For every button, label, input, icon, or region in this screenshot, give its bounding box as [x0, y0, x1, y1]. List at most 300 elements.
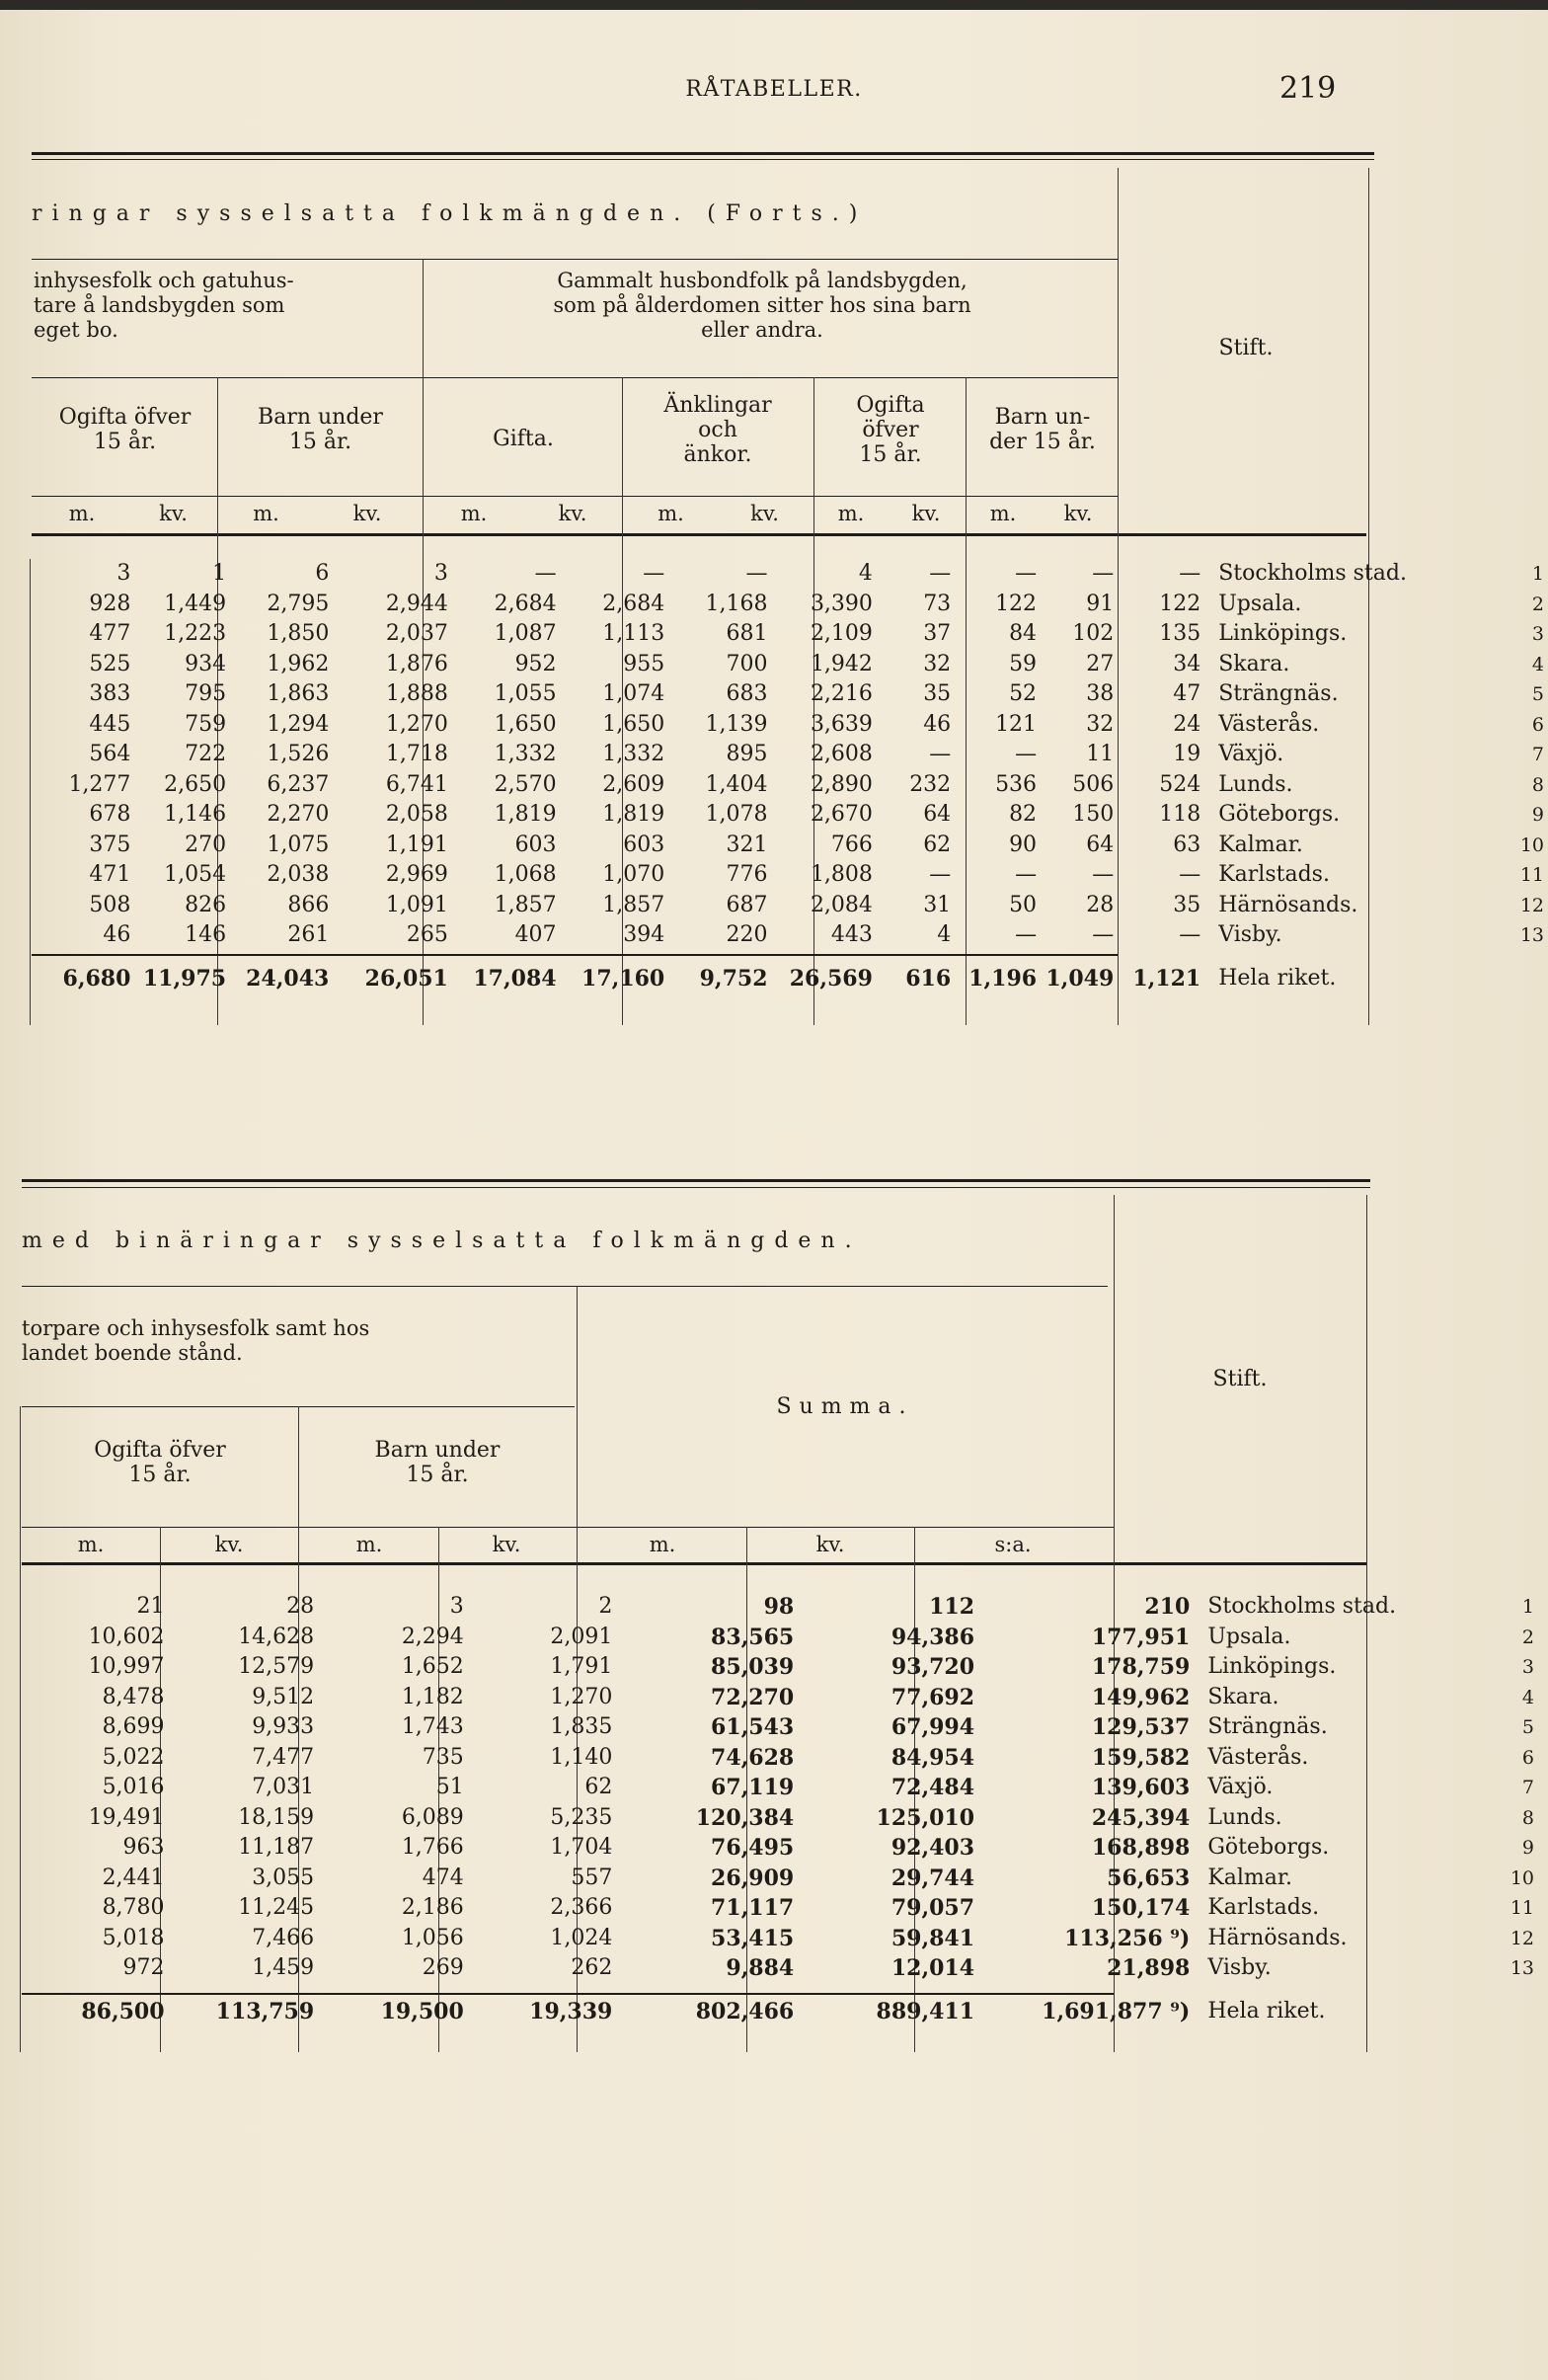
- table-cell: 150,174: [1091, 1895, 1191, 1921]
- row-number: [1468, 1984, 1542, 2039]
- table-cell: 72,270: [711, 1684, 795, 1710]
- row-number: 13: [1519, 924, 1544, 946]
- table-cell: 19,491: [88, 1804, 165, 1830]
- table-cell: —: [643, 561, 665, 586]
- table-cell: 52: [1009, 681, 1038, 706]
- row-number: 4: [1531, 653, 1544, 675]
- stift-name: Växjö.: [1207, 1775, 1274, 1799]
- table2-unit: m.: [77, 1533, 105, 1556]
- table-cell: 2,969: [385, 862, 448, 887]
- table-cell: 6,237: [267, 771, 330, 797]
- table-cell: 113,256 ⁹): [1064, 1925, 1191, 1951]
- table-cell: 1,146: [164, 802, 227, 827]
- table-cell: 1,808: [810, 862, 873, 887]
- table-cell: 1,139: [705, 711, 768, 737]
- table-cell: 10,602: [88, 1624, 165, 1649]
- table-cell: 9,884: [726, 1955, 795, 1981]
- table-cell: 6,680: [62, 965, 131, 992]
- table-cell: 77,692: [890, 1684, 975, 1710]
- table-row: [32, 710, 1548, 741]
- stift-name: Kalmar.: [1218, 832, 1303, 857]
- table-cell: 210: [1144, 1594, 1191, 1620]
- table-cell: 3: [116, 561, 131, 586]
- table-cell: 265: [406, 922, 448, 947]
- table-cell: —: [929, 742, 952, 766]
- stift-name: Härnösands.: [1218, 892, 1358, 917]
- table-cell: 32: [923, 651, 952, 676]
- table-cell: 616: [905, 965, 952, 992]
- table-cell: 121: [995, 711, 1038, 737]
- table-cell: 24,043: [246, 965, 330, 992]
- running-title: RÅTABELLER.: [685, 77, 863, 102]
- table-cell: 1,075: [267, 832, 330, 857]
- table-cell: 681: [726, 621, 768, 646]
- table-cell: 8,699: [102, 1714, 165, 1739]
- table1-total-rule: [32, 954, 1118, 956]
- table-cell: 687: [726, 892, 768, 917]
- table-cell: 2,650: [164, 771, 227, 797]
- table-cell: 17,084: [473, 965, 557, 992]
- table-cell: 38: [1086, 681, 1115, 706]
- table-row: [32, 920, 1548, 951]
- table-cell: 1,078: [705, 802, 768, 827]
- table2-total-rule: [22, 1993, 1114, 1995]
- table-cell: 1,182: [401, 1684, 464, 1709]
- table1-unit: kv.: [750, 502, 779, 525]
- table-cell: 1,449: [164, 591, 227, 616]
- stift-name: Skara.: [1218, 651, 1290, 676]
- table-cell: 3,390: [810, 591, 873, 616]
- table-cell: 98: [763, 1594, 795, 1620]
- table1-sub-rule: [32, 496, 1118, 497]
- table-cell: 67,994: [890, 1714, 975, 1740]
- stift-name: Karlstads.: [1218, 862, 1330, 887]
- row-number: 2: [1521, 1626, 1534, 1648]
- table-cell: 1,068: [494, 862, 557, 887]
- row-number: 10: [1519, 833, 1544, 856]
- row-number: 7: [1521, 1777, 1534, 1798]
- table-cell: 1,294: [267, 711, 330, 737]
- total-row: [32, 951, 1548, 1006]
- table-cell: 5,016: [102, 1775, 165, 1799]
- table-cell: 28: [1086, 892, 1115, 917]
- table2-unit: m.: [649, 1533, 676, 1556]
- table-cell: 564: [89, 742, 131, 766]
- stift-name: Visby.: [1218, 922, 1282, 947]
- stift-name: Lunds.: [1218, 771, 1293, 797]
- table2-unit: m.: [355, 1533, 383, 1556]
- table-cell: 1,857: [494, 892, 557, 917]
- table1-caption-rule: [32, 259, 1118, 260]
- table-cell: —: [1015, 862, 1038, 887]
- table-cell: 113,759: [215, 1998, 315, 2024]
- stift-name: Visby.: [1207, 1955, 1272, 1980]
- table-cell: 1,055: [494, 681, 557, 706]
- rule-top-thick: [32, 152, 1374, 155]
- scan-edge: [0, 0, 1548, 10]
- table-cell: 1,277: [68, 771, 131, 797]
- stift-name: Skara.: [1207, 1684, 1279, 1709]
- table-row: [22, 1712, 1542, 1743]
- table-row: [22, 1773, 1542, 1803]
- table-cell: 9,752: [699, 965, 768, 992]
- stift-name: Upsala.: [1218, 591, 1302, 616]
- table-cell: 1,070: [602, 862, 665, 887]
- row-number: 3: [1531, 623, 1544, 645]
- table-cell: 19,500: [380, 1998, 464, 2024]
- stift-name: Växjö.: [1218, 742, 1284, 766]
- stift-name: Stockholms stad.: [1207, 1594, 1397, 1619]
- table-cell: 2,084: [810, 892, 873, 917]
- table-cell: 245,394: [1091, 1804, 1191, 1831]
- table-cell: 1,766: [401, 1835, 464, 1860]
- table-cell: 394: [623, 922, 665, 947]
- table-cell: 1,223: [164, 621, 227, 646]
- table-cell: 7,466: [252, 1925, 315, 1950]
- row-number: 11: [1509, 1897, 1534, 1919]
- table2-col-rule: [20, 1406, 21, 2052]
- table-cell: 84,954: [890, 1744, 975, 1771]
- row-number: 8: [1521, 1806, 1534, 1829]
- table-cell: 955: [623, 651, 665, 676]
- table-cell: 407: [514, 922, 557, 947]
- table-cell: —: [929, 862, 952, 887]
- table-cell: 1,942: [810, 651, 873, 676]
- table-cell: —: [1179, 561, 1201, 586]
- table-cell: 35: [1173, 892, 1201, 917]
- table1-sub-anklingar: Änklingar och änkor.: [663, 393, 772, 467]
- table-cell: 1,888: [385, 681, 448, 706]
- table-row: [22, 1893, 1542, 1924]
- table-cell: 2,270: [267, 802, 330, 827]
- table-cell: 72,484: [890, 1775, 975, 1800]
- table-cell: 3: [433, 561, 448, 586]
- table-cell: 603: [514, 832, 557, 857]
- table-cell: 7,477: [252, 1744, 315, 1770]
- rule-top-thin: [22, 1187, 1370, 1188]
- table-cell: 2: [598, 1594, 613, 1619]
- table-cell: 1,962: [267, 651, 330, 676]
- table-cell: —: [1015, 922, 1038, 947]
- table1-unit: m.: [989, 502, 1017, 525]
- table-cell: 2,037: [385, 621, 448, 646]
- table-cell: 83,565: [711, 1624, 795, 1650]
- table1-body: [32, 559, 1548, 1006]
- table-cell: 3: [449, 1594, 464, 1619]
- table-cell: 9,512: [252, 1684, 315, 1709]
- table-cell: 91: [1086, 591, 1115, 616]
- table-row: [22, 1652, 1542, 1683]
- table-cell: 159,582: [1091, 1744, 1191, 1771]
- table-cell: 1,270: [550, 1684, 613, 1709]
- table-cell: 1,054: [164, 862, 227, 887]
- table-cell: 12,579: [238, 1654, 315, 1679]
- table-cell: 952: [514, 651, 557, 676]
- table-cell: 2,038: [267, 862, 330, 887]
- table-cell: 445: [89, 711, 131, 737]
- table-cell: 17,160: [581, 965, 665, 992]
- table-cell: 11,187: [238, 1835, 315, 1860]
- table-cell: 28: [286, 1594, 315, 1619]
- table-cell: 34: [1173, 651, 1201, 676]
- table-row: [22, 1833, 1542, 1864]
- table-cell: —: [1015, 742, 1038, 766]
- table-cell: 2,441: [102, 1864, 165, 1890]
- table-cell: 4: [937, 922, 952, 947]
- table-cell: 62: [584, 1775, 613, 1799]
- table-cell: 61,543: [711, 1714, 795, 1740]
- table-cell: 1,652: [401, 1654, 464, 1679]
- table1-sub-barn: Barn under 15 år.: [258, 405, 383, 454]
- table-cell: 32: [1086, 711, 1115, 737]
- table1-unit: kv.: [352, 502, 382, 525]
- table-cell: 963: [122, 1835, 165, 1860]
- table-cell: 270: [185, 832, 227, 857]
- table-cell: 59: [1009, 651, 1038, 676]
- stift-name: Göteborgs.: [1207, 1835, 1330, 1860]
- stift-name: Karlstads.: [1207, 1895, 1320, 1920]
- table-cell: 47: [1173, 681, 1201, 706]
- table-cell: 14,628: [238, 1624, 315, 1649]
- table-cell: 536: [995, 771, 1038, 797]
- table-cell: 443: [830, 922, 873, 947]
- table-cell: 21,898: [1107, 1955, 1191, 1981]
- table-cell: 232: [909, 771, 952, 797]
- table-cell: 102: [1072, 621, 1115, 646]
- table2-sub-barn: Barn under 15 år.: [374, 1438, 501, 1487]
- table-cell: 2,608: [810, 742, 873, 766]
- table-cell: 2,294: [401, 1624, 464, 1649]
- table-cell: 1,087: [494, 621, 557, 646]
- table-cell: 178,759: [1091, 1654, 1191, 1680]
- table-cell: 63: [1173, 832, 1201, 857]
- table-row: [32, 619, 1548, 650]
- stift-name: Strängnäs.: [1218, 681, 1339, 706]
- table-cell: 508: [89, 892, 131, 917]
- table-cell: 261: [287, 922, 330, 947]
- table-cell: 1,121: [1132, 965, 1201, 992]
- table-cell: 125,010: [876, 1804, 975, 1831]
- table-cell: —: [745, 561, 768, 586]
- table-cell: 64: [1086, 832, 1115, 857]
- table-row: [32, 679, 1548, 710]
- table-cell: 71,117: [711, 1895, 795, 1921]
- stift-name: Linköpings.: [1218, 621, 1348, 646]
- row-number: 4: [1521, 1686, 1534, 1708]
- table2-unit: kv.: [815, 1533, 845, 1556]
- table-cell: 86,500: [81, 1998, 165, 2024]
- table-cell: 1,876: [385, 651, 448, 676]
- table-cell: 1,857: [602, 892, 665, 917]
- table-cell: 683: [726, 681, 768, 706]
- table-cell: 1,691,877 ⁹): [1042, 1998, 1191, 2024]
- table-cell: 74,628: [711, 1744, 795, 1771]
- table-row: [32, 831, 1548, 861]
- table2-caption-rule: [22, 1286, 1108, 1287]
- table-row: [32, 860, 1548, 891]
- table-cell: 1,835: [550, 1714, 613, 1739]
- row-number: 12: [1519, 894, 1544, 916]
- table-cell: 2,091: [550, 1624, 613, 1649]
- table-cell: 700: [726, 651, 768, 676]
- table-cell: 269: [422, 1955, 464, 1980]
- stift-name: Strängnäs.: [1207, 1714, 1328, 1739]
- table-cell: 1,718: [385, 742, 448, 766]
- table-cell: —: [1092, 922, 1115, 947]
- table2-stift-header: Stift.: [1212, 1367, 1268, 1391]
- table-cell: 477: [89, 621, 131, 646]
- table-cell: 1,113: [602, 621, 665, 646]
- table1-header-rule: [32, 533, 1366, 536]
- table-cell: —: [1179, 922, 1201, 947]
- table-cell: 2,609: [602, 771, 665, 797]
- table1-group-inhysesfolk: inhysesfolk och gatuhus- tare å landsbygden som eget bo.: [34, 269, 294, 342]
- table-cell: 934: [185, 651, 227, 676]
- table-cell: 6: [315, 561, 330, 586]
- table-cell: 64: [923, 802, 952, 827]
- row-number: 6: [1521, 1746, 1534, 1769]
- table-cell: 9,933: [252, 1714, 315, 1739]
- table-cell: 10,997: [88, 1654, 165, 1679]
- page-number: 219: [1279, 71, 1337, 106]
- table2-body: [22, 1592, 1542, 2039]
- table-row: [22, 1683, 1542, 1713]
- table-cell: 82: [1009, 802, 1038, 827]
- table-cell: 62: [923, 832, 952, 857]
- table-cell: 1,074: [602, 681, 665, 706]
- table-cell: 678: [89, 802, 131, 827]
- table-cell: 90: [1009, 832, 1038, 857]
- row-number: 8: [1531, 773, 1544, 796]
- table-cell: 76,495: [711, 1835, 795, 1861]
- table-cell: —: [929, 561, 952, 586]
- table-cell: 1,140: [550, 1744, 613, 1770]
- stift-name: Härnösands.: [1207, 1925, 1348, 1950]
- table-cell: 19: [1173, 742, 1201, 766]
- table-cell: 122: [995, 591, 1038, 616]
- table-cell: 1,791: [550, 1654, 613, 1679]
- table-cell: —: [1179, 862, 1201, 887]
- table-cell: 2,216: [810, 681, 873, 706]
- table-row: [22, 1924, 1542, 1954]
- table-cell: 1,024: [550, 1925, 613, 1950]
- table-cell: 26,909: [711, 1864, 795, 1891]
- table-row: [22, 1803, 1542, 1834]
- table-cell: 5,235: [550, 1804, 613, 1830]
- table-cell: 177,951: [1091, 1624, 1191, 1650]
- table-cell: 3,055: [252, 1864, 315, 1890]
- table-cell: 7,031: [252, 1775, 315, 1799]
- table-cell: 19,339: [529, 1998, 613, 2024]
- row-number: 12: [1509, 1927, 1534, 1949]
- table-cell: 2,684: [494, 591, 557, 616]
- table-row: [22, 1743, 1542, 1774]
- table-cell: 1,650: [494, 711, 557, 737]
- table-row: [22, 1953, 1542, 1984]
- table-cell: 29,744: [890, 1864, 975, 1891]
- row-number: 1: [1531, 563, 1544, 585]
- table-cell: 135: [1159, 621, 1201, 646]
- table-cell: 557: [571, 1864, 613, 1890]
- table1-unit: kv.: [1063, 502, 1093, 525]
- table-cell: 1,819: [494, 802, 557, 827]
- table-cell: 122: [1159, 591, 1201, 616]
- table-cell: 73: [923, 591, 952, 616]
- table1-unit: m.: [253, 502, 279, 525]
- table-cell: 51: [435, 1775, 464, 1799]
- table-row: [32, 891, 1548, 921]
- table-cell: 1,332: [494, 742, 557, 766]
- table-cell: 24: [1173, 711, 1201, 737]
- table-cell: 93,720: [890, 1654, 975, 1680]
- table1-unit: kv.: [159, 502, 188, 525]
- table1-unit: m.: [837, 502, 865, 525]
- table-cell: 506: [1072, 771, 1115, 797]
- stift-name: Hela riket.: [1207, 1998, 1326, 2023]
- table-cell: 8,478: [102, 1684, 165, 1709]
- table-cell: 1,863: [267, 681, 330, 706]
- table-cell: 6,741: [385, 771, 448, 797]
- table-row: [32, 590, 1548, 620]
- row-number: 1: [1521, 1596, 1534, 1618]
- table2-unit: kv.: [214, 1533, 244, 1556]
- row-number: 6: [1531, 713, 1544, 736]
- table-cell: 35: [923, 681, 952, 706]
- table-cell: 2,366: [550, 1895, 613, 1920]
- table-row: [22, 1623, 1542, 1653]
- table-cell: 1,704: [550, 1835, 613, 1860]
- row-number: 9: [1531, 804, 1544, 826]
- table1-unit: m.: [658, 502, 684, 525]
- table-cell: 6,089: [401, 1804, 464, 1830]
- table-cell: —: [1092, 862, 1115, 887]
- table2-summa-header: Summa.: [776, 1394, 914, 1419]
- table-cell: 139,603: [1091, 1775, 1191, 1800]
- table-cell: 866: [287, 892, 330, 917]
- table2-unit: kv.: [492, 1533, 521, 1556]
- table-cell: 2,670: [810, 802, 873, 827]
- stift-name: Västerås.: [1218, 711, 1320, 737]
- table-cell: —: [1015, 561, 1038, 586]
- table-cell: 56,653: [1107, 1864, 1191, 1891]
- table-cell: 321: [726, 832, 768, 857]
- row-number: [1477, 951, 1548, 1006]
- table-cell: 5,018: [102, 1925, 165, 1950]
- table-cell: 1,056: [401, 1925, 464, 1950]
- row-number: 10: [1509, 1866, 1534, 1889]
- row-number: 3: [1521, 1656, 1534, 1678]
- table1-unit: kv.: [558, 502, 587, 525]
- table-cell: 3,639: [810, 711, 873, 737]
- table1-stift-header: Stift.: [1218, 336, 1274, 360]
- table-cell: 67,119: [711, 1775, 795, 1800]
- table-cell: 1,270: [385, 711, 448, 737]
- table-cell: 471: [89, 862, 131, 887]
- table-cell: 12,014: [890, 1955, 975, 1981]
- table1-caption: ringar sysselsatta folkmängden. (Forts.): [32, 201, 868, 226]
- table-cell: 1,819: [602, 802, 665, 827]
- table-cell: 2,570: [494, 771, 557, 797]
- table-cell: 94,386: [890, 1624, 975, 1650]
- table-cell: 4: [858, 561, 873, 586]
- table-cell: 2,795: [267, 591, 330, 616]
- row-number: 9: [1521, 1837, 1534, 1859]
- table1-unit: kv.: [911, 502, 941, 525]
- table-cell: 826: [185, 892, 227, 917]
- row-number: 11: [1519, 864, 1544, 886]
- table-cell: 1,850: [267, 621, 330, 646]
- table-cell: 1,404: [705, 771, 768, 797]
